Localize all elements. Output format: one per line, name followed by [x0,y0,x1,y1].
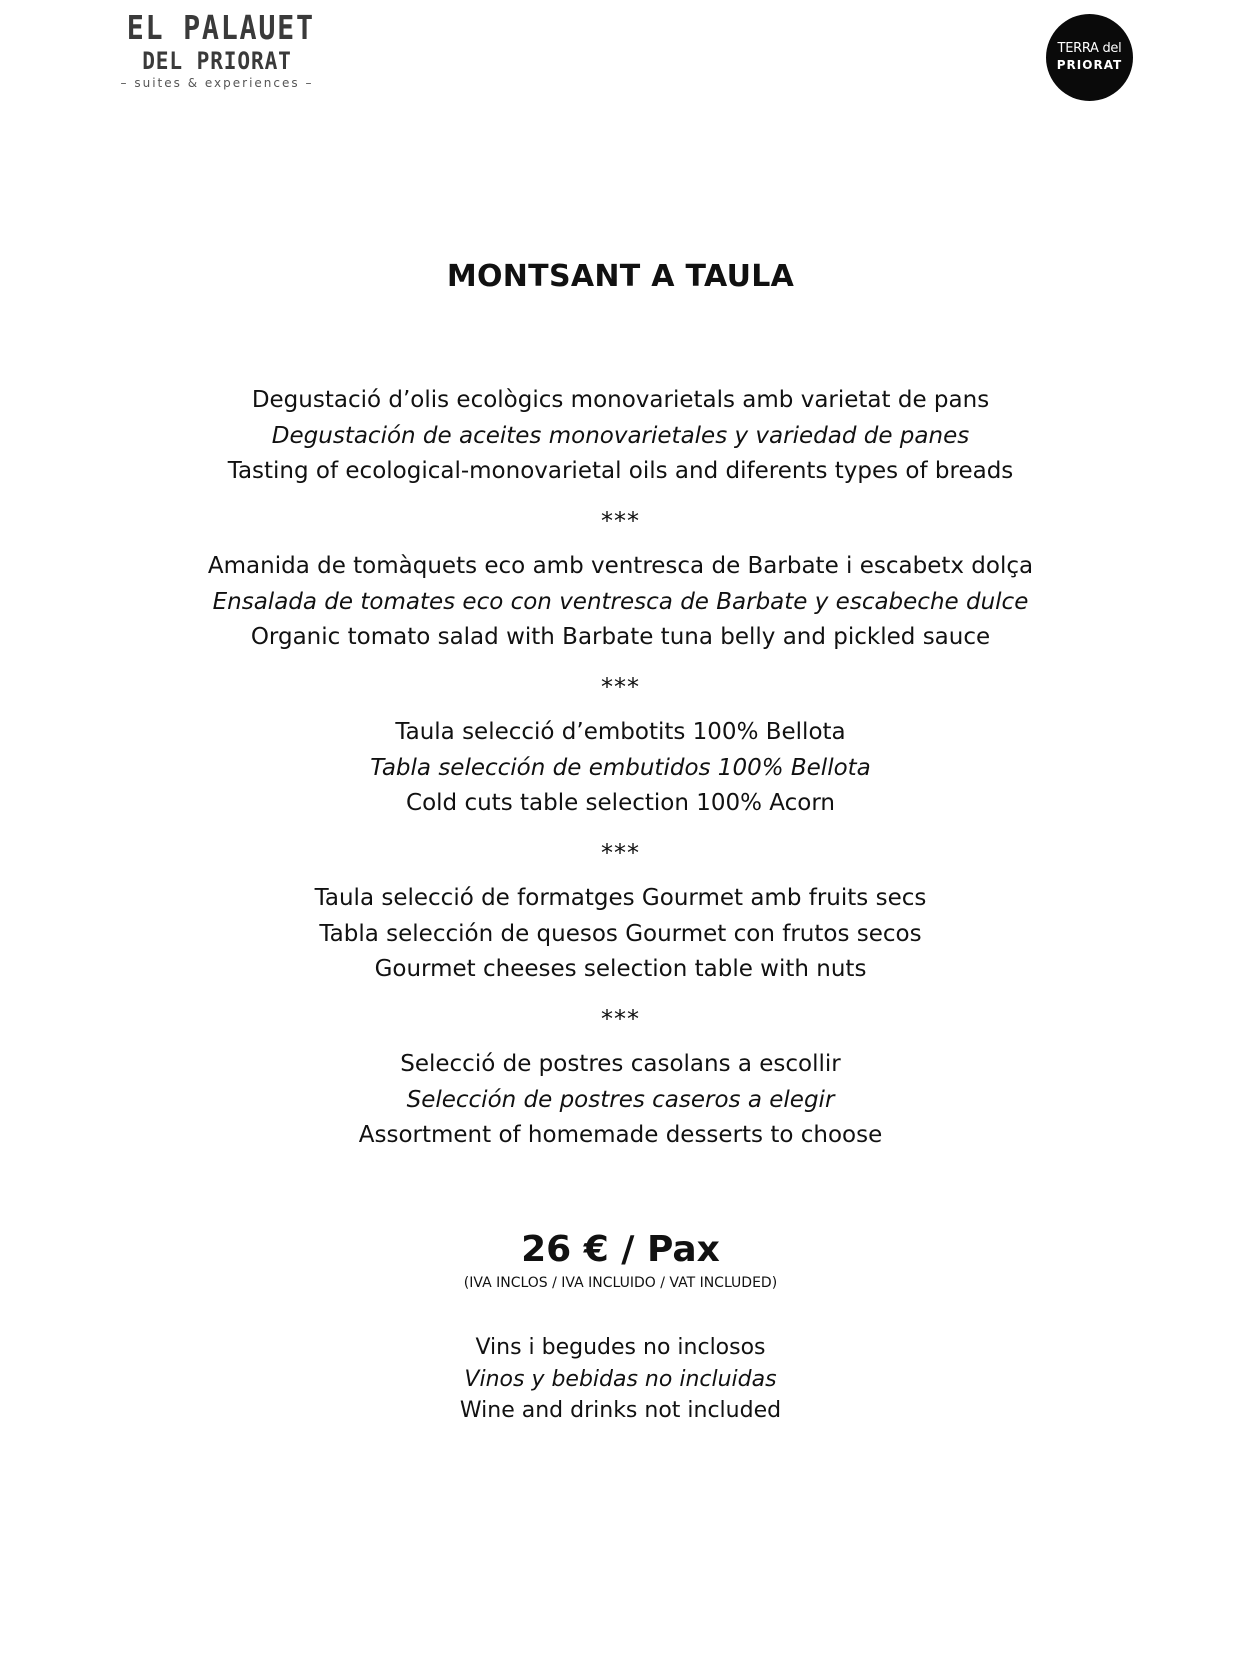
course-1-english: Tasting of ecological-monovarietal oils and diferents types of breads [227,458,1014,484]
logo-line-2: DEL PRIORAT [142,47,292,75]
course-5-english: Assortment of homemade desserts to choose [358,1122,883,1148]
drinks-english: Wine and drinks not included [459,1398,782,1423]
drinks-note [0,1332,1241,1427]
course-4 [0,881,1241,988]
course-5-catalan: Selecció de postres casolans a escollir [400,1051,841,1077]
course-3 [0,715,1241,822]
course-5 [0,1047,1241,1154]
separator-3: *** [601,839,640,867]
course-2-spanish: Ensalada de tomates eco con ventresca de Barbate y escabeche dulce [212,588,1029,615]
logo-tagline: – suites & experiences – [120,76,314,90]
course-3-catalan: Taula selecció d’embotits 100% Bellota [395,719,846,745]
course-4-english: Gourmet cheeses selection table with nuts [374,956,867,982]
course-2 [0,549,1241,656]
course-3-spanish: Tabla selección de embutidos 100% Bellota [370,754,871,781]
terra-del-priorat-logo [1046,14,1133,101]
menu-title: MONTSANT A TAULA [446,259,795,294]
separator-2: *** [601,673,640,701]
course-2-catalan: Amanida de tomàquets eco amb ventresca de Barbate i escabetx dolça [207,553,1034,579]
course-1-catalan: Degustació d’olis ecològics monovarietals amb varietat de pans [251,387,990,413]
course-5-spanish: Selección de postres caseros a elegir [406,1086,835,1113]
drinks-catalan: Vins i begudes no inclosos [475,1335,766,1360]
logo-line-1: EL PALAUET [126,8,315,47]
vat-note: (IVA INCLOS / IVA INCLUIDO / VAT INCLUDED) [463,1275,778,1291]
logo-terra-line: TERRA del [1057,41,1122,56]
separator-1: *** [601,507,640,535]
course-4-spanish: Tabla selección de quesos Gourmet con frutos secos [319,920,922,947]
course-1-spanish: Degustación de aceites monovarietales y variedad de panes [271,422,970,449]
course-2-english: Organic tomato salad with Barbate tuna belly and pickled sauce [250,624,991,650]
logo-priorat-line: PRIORAT [1056,58,1123,72]
course-4-catalan: Taula selecció de formatges Gourmet amb fruits secs [314,885,927,911]
separator-4: *** [601,1005,640,1033]
menu-price: 26 € / Pax [521,1229,720,1270]
course-1 [0,383,1241,490]
course-3-english: Cold cuts table selection 100% Acorn [406,790,835,816]
el-palauet-logo [112,8,322,92]
drinks-spanish: Vinos y bebidas no incluidas [464,1366,777,1392]
